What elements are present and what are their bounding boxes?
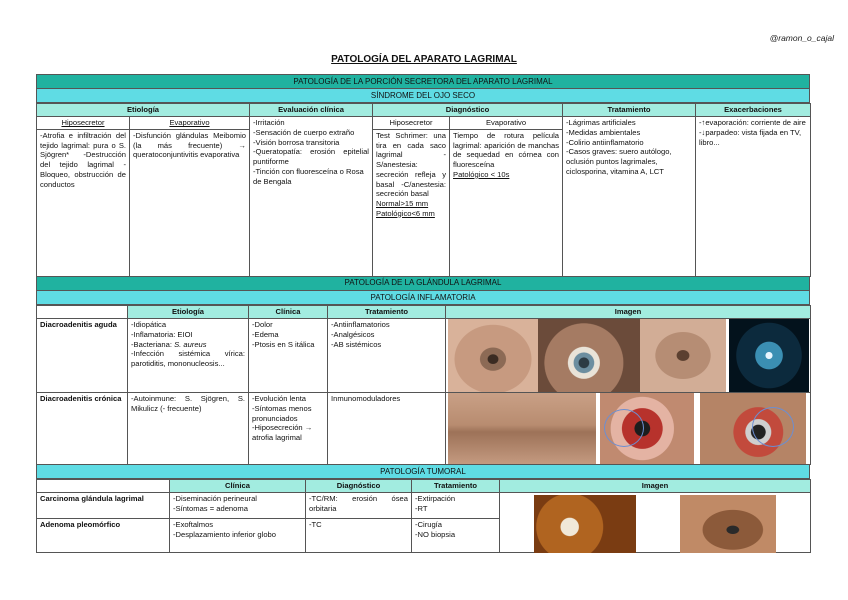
clinica-item: -Diseminación perineural xyxy=(173,494,257,504)
cronica-images xyxy=(446,393,811,465)
header-evaluacion: Evaluación clínica xyxy=(250,104,373,117)
subheader-diag-hiposecretor: Hiposecretor xyxy=(373,117,450,130)
evaluacion-item: -Queratopatía: erosión epitelial puntiforme xyxy=(253,147,369,167)
tratamiento-item: -RT xyxy=(415,503,428,513)
tumoral-banner: PATOLOGÍA TUMORAL xyxy=(36,465,810,479)
header-tratamiento: Tratamiento xyxy=(328,306,446,319)
aguda-tratamiento xyxy=(328,319,446,393)
tratamiento-item: -Lágrimas artificiales xyxy=(566,118,636,128)
but-patologico: Patológico < 10s xyxy=(453,169,510,179)
schirmer-normal: Normal>15 mm xyxy=(376,198,429,208)
exacerbacion-item: -↓parpadeo: vista fijada en TV, libro... xyxy=(699,127,802,147)
etiologia-bacteriana-label: -Bacteriana: xyxy=(131,339,175,349)
clinica-item: -Exoftalmos xyxy=(173,520,214,530)
glandula-banner: PATOLOGÍA DE LA GLÁNDULA LAGRIMAL xyxy=(36,277,810,291)
evaluacion-item: -Tinción con fluoresceína o Rosa de Bengala xyxy=(253,166,364,186)
red-eye-photo xyxy=(700,393,806,464)
header-blank xyxy=(37,480,170,493)
header-blank xyxy=(37,306,128,319)
red-eye-photo xyxy=(600,393,694,464)
header-tratamiento: Tratamiento xyxy=(563,104,696,117)
adenoma-clinica xyxy=(170,519,306,553)
tumor-eye-photo xyxy=(680,495,776,553)
aguda-etiologia xyxy=(128,319,249,393)
tratamiento-item: -Antiinflamatorios xyxy=(331,320,390,330)
carcinoma-diagnostico: -TC/RM: erosión ósea orbitaria xyxy=(306,493,412,519)
header-imagen: Imagen xyxy=(446,306,811,319)
ojo-seco-banner: SÍNDROME DEL OJO SECO xyxy=(36,89,810,103)
clinica-item: -Síntomas = adenoma xyxy=(173,503,248,513)
subheader-diag-evaporativo: Evaporativo xyxy=(450,117,563,130)
page-title: PATOLOGÍA DEL APARATO LAGRIMAL xyxy=(331,54,517,65)
carcinoma-tratamiento xyxy=(412,493,500,519)
exacerbaciones-cell xyxy=(696,117,811,277)
tratamiento-item: -Medidas ambientales xyxy=(566,127,641,137)
tratamiento-item: -Colirio antiinflamatorio xyxy=(566,137,644,147)
eye-closeup-photo xyxy=(538,319,640,392)
eyelid-swelling-photo xyxy=(448,319,538,392)
row-name-aguda: Diacroadenitis aguda xyxy=(37,319,128,393)
tumoral-table xyxy=(36,479,811,553)
diagnostico-evaporativo-cell xyxy=(450,129,563,276)
tratamiento-item: -Casos graves: suero autólogo, oclusión puntos lagrimales, ciclosporina, vitamina A, LCT xyxy=(566,147,672,176)
etiologia-item xyxy=(131,340,245,350)
schirmer-text: Test Schrimer: una tira en cada saco lagrimal -S/anestesia: secreción refleja y basal -C/anestesia: secreción basal xyxy=(376,130,446,199)
header-diagnostico: Diagnóstico xyxy=(373,104,563,117)
etiologia-hiposecretor-text: -Atrofia e infiltración del tejido lagrimal: pura o S. Sjögren* -Destrucción del tejido lagrimal -Bloqueo, obstrucción de conductos xyxy=(37,129,130,276)
tumoral-images xyxy=(500,493,811,553)
highlight-circle xyxy=(604,409,644,447)
tumor-eye-photo xyxy=(534,495,636,553)
clinica-item: -Síntomas menos pronunciados xyxy=(252,403,312,423)
header-etiologia: Etiología xyxy=(128,306,249,319)
header-diagnostico: Diagnóstico xyxy=(306,480,412,493)
adenoma-diagnostico: -TC xyxy=(306,519,412,553)
cronica-etiologia: -Autoinmune: S. Sjögren, S. Mikulicz (- frecuente) xyxy=(128,393,249,465)
secretora-banner: PATOLOGÍA DE LA PORCIÓN SECRETORA DEL APARATO LAGRIMAL xyxy=(36,74,810,89)
tratamiento-item: -AB sistémicos xyxy=(331,339,382,349)
clinica-item: -Desplazamiento inferior globo xyxy=(173,529,276,539)
aguda-images xyxy=(446,319,811,393)
diagnostico-hiposecretor-cell xyxy=(373,129,450,276)
subheader-etio-evaporativo: Evaporativo xyxy=(130,117,250,130)
carcinoma-clinica xyxy=(170,493,306,519)
tratamiento-item: -Cirugía xyxy=(415,520,443,530)
subheader-etio-hiposecretor: Hiposecretor xyxy=(37,117,130,130)
cronica-clinica xyxy=(249,393,328,465)
bacteria-name: S. aureus xyxy=(174,339,207,349)
highlight-circle xyxy=(752,407,794,447)
aguda-clinica xyxy=(249,319,328,393)
adenoma-tratamiento xyxy=(412,519,500,553)
tratamiento-item: -NO biopsia xyxy=(415,529,456,539)
clinica-item: -Dolor xyxy=(252,320,273,330)
tratamiento-item: -Extirpación xyxy=(415,494,456,504)
ojo-seco-table xyxy=(36,103,811,276)
clinica-item: -Ptosis en S itálica xyxy=(252,339,315,349)
tratamiento-item: -Analgésicos xyxy=(331,329,375,339)
etiologia-item: -Idiopática xyxy=(131,320,167,330)
ptosis-photo xyxy=(640,319,726,392)
row-name-adenoma: Adenoma pleomórfico xyxy=(37,519,170,553)
summary-sheet xyxy=(36,74,810,553)
etiologia-evaporativo-text: -Disfunción glándulas Meibomio (la más frecuente) → queratoconjuntivitis evaporativa xyxy=(130,129,250,276)
evaluacion-item: -Sensación de cuerpo extraño xyxy=(253,127,355,137)
evaluacion-item: -Visión borrosa transitoria xyxy=(253,137,340,147)
evaluacion-cell xyxy=(250,117,373,277)
tratamiento-cell xyxy=(563,117,696,277)
inflamatoria-banner: PATOLOGÍA INFLAMATORIA xyxy=(36,291,810,305)
evaluacion-item: -Irritación xyxy=(253,118,285,128)
clinica-item: -Edema xyxy=(252,329,279,339)
header-clinica: Clínica xyxy=(249,306,328,319)
cronica-tratamiento: Inmunomoduladores xyxy=(328,393,446,465)
author-credit: @ramon_o_cajal xyxy=(769,33,834,43)
eyelid-photo xyxy=(448,393,596,464)
header-etiologia: Etiología xyxy=(37,104,250,117)
etiologia-item: -Infección sistémica vírica: parotiditis, mononucleosis... xyxy=(131,349,245,368)
header-clinica: Clínica xyxy=(170,480,306,493)
row-name-cronica: Diacroadenitis crónica xyxy=(37,393,128,465)
inflamatoria-table xyxy=(36,305,811,465)
etiologia-item: -Inflamatoria: EIOI xyxy=(131,329,193,339)
orbit-ct-scan xyxy=(729,319,809,392)
header-tratamiento: Tratamiento xyxy=(412,480,500,493)
schirmer-patologico: Patológico<6 mm xyxy=(376,208,435,218)
clinica-item: -Hiposecreción → atrofia lagrimal xyxy=(252,423,313,442)
header-imagen: Imagen xyxy=(500,480,811,493)
but-text: Tiempo de rotura película lagrimal: aparición de manchas de sequedad en córnea con fluoresceína xyxy=(453,130,559,170)
header-exacerbaciones: Exacerbaciones xyxy=(696,104,811,117)
exacerbacion-item: -↑evaporación: corriente de aire xyxy=(699,118,806,128)
clinica-item: -Evolución lenta xyxy=(252,394,307,404)
row-name-carcinoma: Carcinoma glándula lagrimal xyxy=(37,493,170,519)
